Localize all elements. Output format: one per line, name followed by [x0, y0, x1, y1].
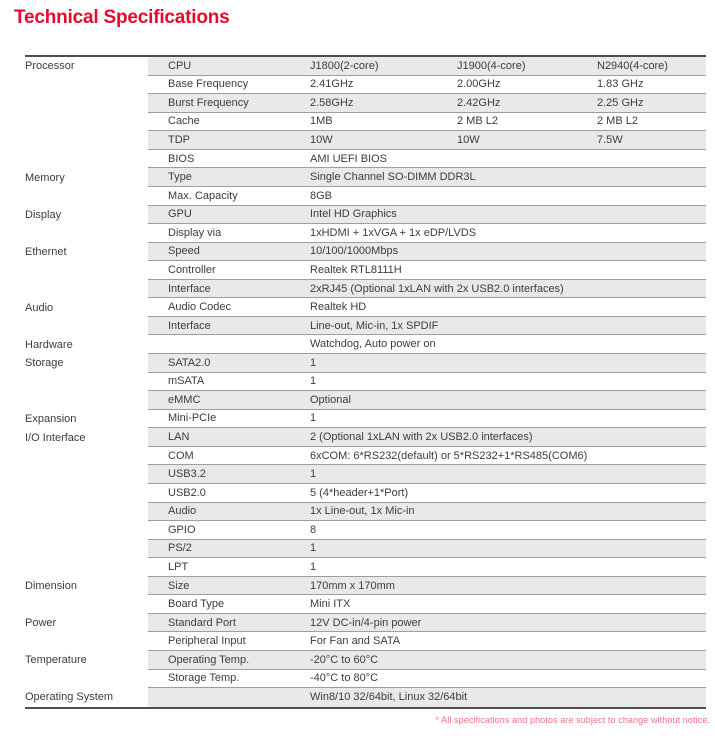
- category-label: [25, 187, 148, 206]
- category-label: [25, 317, 148, 336]
- spec-label: Speed: [148, 243, 310, 262]
- spec-label: Interface: [148, 280, 310, 299]
- spec-value: 8: [310, 521, 706, 540]
- spec-row: [25, 224, 706, 243]
- spec-row: [25, 206, 706, 225]
- category-label: Memory: [25, 168, 148, 187]
- spec-label: PS/2: [148, 540, 310, 559]
- category-label: Expansion: [25, 410, 148, 429]
- category-label: [25, 224, 148, 243]
- category-label: [25, 465, 148, 484]
- spec-value: 2 MB L2: [457, 113, 597, 132]
- spec-row: [25, 187, 706, 206]
- spec-label: TDP: [148, 131, 310, 150]
- spec-row: [25, 373, 706, 392]
- footnote: * All specifications and photos are subject to change without notice.: [435, 714, 710, 725]
- spec-row: [25, 558, 706, 577]
- category-label: [25, 595, 148, 614]
- spec-row: [25, 577, 706, 596]
- spec-label: Burst Frequency: [148, 94, 310, 113]
- spec-row: [25, 317, 706, 336]
- spec-value: 10/100/1000Mbps: [310, 243, 706, 262]
- spec-value: 2.25 GHz: [597, 94, 706, 113]
- spec-row: [25, 503, 706, 522]
- spec-label: USB2.0: [148, 484, 310, 503]
- spec-value: 170mm x 170mm: [310, 577, 706, 596]
- category-label: Ethernet: [25, 243, 148, 262]
- category-label: Hardware: [25, 335, 148, 354]
- spec-value: -40°C to 80°C: [310, 670, 706, 689]
- category-label: [25, 150, 148, 169]
- spec-value: For Fan and SATA: [310, 632, 706, 651]
- spec-label: Type: [148, 168, 310, 187]
- spec-row: [25, 447, 706, 466]
- spec-label: Base Frequency: [148, 76, 310, 95]
- category-label: Power: [25, 614, 148, 633]
- spec-row: [25, 131, 706, 150]
- spec-value: 1xHDMI + 1xVGA + 1x eDP/LVDS: [310, 224, 706, 243]
- spec-label: Storage Temp.: [148, 670, 310, 689]
- category-label: [25, 670, 148, 689]
- spec-value: 1: [310, 540, 706, 559]
- category-label: [25, 521, 148, 540]
- spec-row: [25, 391, 706, 410]
- spec-row: [25, 614, 706, 633]
- category-label: Audio: [25, 298, 148, 317]
- spec-row: [25, 410, 706, 429]
- spec-label: [148, 335, 310, 354]
- spec-label: CPU: [148, 57, 310, 76]
- spec-row: [25, 540, 706, 559]
- spec-row: [25, 670, 706, 689]
- spec-row: [25, 261, 706, 280]
- spec-label: Mini-PCIe: [148, 410, 310, 429]
- spec-row: [25, 651, 706, 670]
- spec-value: 1: [310, 354, 706, 373]
- spec-label: Size: [148, 577, 310, 596]
- category-label: [25, 76, 148, 95]
- spec-table: [25, 55, 706, 709]
- spec-row: [25, 57, 706, 76]
- category-label: [25, 113, 148, 132]
- spec-label: Peripheral Input: [148, 632, 310, 651]
- spec-value: 10W: [457, 131, 597, 150]
- spec-row: [25, 298, 706, 317]
- spec-value: 1: [310, 558, 706, 577]
- spec-value: 2.41GHz: [310, 76, 457, 95]
- spec-value: Watchdog, Auto power on: [310, 335, 706, 354]
- spec-value: 1MB: [310, 113, 457, 132]
- spec-row: [25, 113, 706, 132]
- category-label: I/O Interface: [25, 428, 148, 447]
- category-label: Dimension: [25, 577, 148, 596]
- spec-label: Cache: [148, 113, 310, 132]
- category-label: [25, 503, 148, 522]
- spec-value: J1800(2-core): [310, 57, 457, 76]
- category-label: [25, 373, 148, 392]
- spec-label: BIOS: [148, 150, 310, 169]
- spec-value: 6xCOM: 6*RS232(default) or 5*RS232+1*RS485(COM6): [310, 447, 706, 466]
- category-label: [25, 447, 148, 466]
- spec-value: 7.5W: [597, 131, 706, 150]
- spec-value: 1: [310, 373, 706, 392]
- spec-label: Standard Port: [148, 614, 310, 633]
- spec-row: [25, 521, 706, 540]
- spec-value: N2940(4-core): [597, 57, 706, 76]
- spec-label: SATA2.0: [148, 354, 310, 373]
- spec-value: Single Channel SO-DIMM DDR3L: [310, 168, 706, 187]
- spec-row: [25, 465, 706, 484]
- category-label: [25, 94, 148, 113]
- spec-value: 5 (4*header+1*Port): [310, 484, 706, 503]
- spec-label: Max. Capacity: [148, 187, 310, 206]
- spec-row: [25, 168, 706, 187]
- spec-value: Line-out, Mic-in, 1x SPDIF: [310, 317, 706, 336]
- spec-value: Optional: [310, 391, 706, 410]
- spec-label: LAN: [148, 428, 310, 447]
- category-label: Temperature: [25, 651, 148, 670]
- spec-row: [25, 428, 706, 447]
- spec-label: Board Type: [148, 595, 310, 614]
- spec-value: 2 (Optional 1xLAN with 2x USB2.0 interfaces): [310, 428, 706, 447]
- spec-value: 12V DC-in/4-pin power: [310, 614, 706, 633]
- spec-label: GPIO: [148, 521, 310, 540]
- category-label: [25, 280, 148, 299]
- category-label: [25, 540, 148, 559]
- category-label: [25, 391, 148, 410]
- spec-value: 2.42GHz: [457, 94, 597, 113]
- category-label: Processor: [25, 57, 148, 76]
- spec-label: Audio: [148, 503, 310, 522]
- spec-label: eMMC: [148, 391, 310, 410]
- spec-value: 10W: [310, 131, 457, 150]
- spec-value: Mini ITX: [310, 595, 706, 614]
- spec-value: AMI UEFI BIOS: [310, 150, 706, 169]
- spec-label: LPT: [148, 558, 310, 577]
- spec-row: [25, 335, 706, 354]
- spec-row: [25, 150, 706, 169]
- spec-value: 2 MB L2: [597, 113, 706, 132]
- category-label: [25, 261, 148, 280]
- spec-value: 2xRJ45 (Optional 1xLAN with 2x USB2.0 interfaces): [310, 280, 706, 299]
- spec-label: Interface: [148, 317, 310, 336]
- spec-label: USB3.2: [148, 465, 310, 484]
- category-label: [25, 632, 148, 651]
- spec-label: Operating Temp.: [148, 651, 310, 670]
- category-label: Display: [25, 206, 148, 225]
- spec-label: COM: [148, 447, 310, 466]
- spec-row: [25, 688, 706, 707]
- category-label: [25, 131, 148, 150]
- spec-value: 2.00GHz: [457, 76, 597, 95]
- category-label: [25, 484, 148, 503]
- spec-label: GPU: [148, 206, 310, 225]
- spec-label: Controller: [148, 261, 310, 280]
- page-title: Technical Specifications: [14, 7, 230, 28]
- spec-value: 2.58GHz: [310, 94, 457, 113]
- category-label: [25, 558, 148, 577]
- spec-value: -20°C to 60°C: [310, 651, 706, 670]
- spec-row: [25, 595, 706, 614]
- spec-value: J1900(4-core): [457, 57, 597, 76]
- spec-label: [148, 688, 310, 707]
- category-label: Operating System: [25, 688, 148, 707]
- spec-row: [25, 243, 706, 262]
- spec-label: Audio Codec: [148, 298, 310, 317]
- spec-row: [25, 94, 706, 113]
- spec-row: [25, 354, 706, 373]
- spec-value: 1x Line-out, 1x Mic-in: [310, 503, 706, 522]
- spec-row: [25, 280, 706, 299]
- spec-row: [25, 632, 706, 651]
- spec-label: mSATA: [148, 373, 310, 392]
- spec-value: 1: [310, 465, 706, 484]
- spec-value: Win8/10 32/64bit, Linux 32/64bit: [310, 688, 706, 707]
- spec-value: 1: [310, 410, 706, 429]
- spec-value: Realtek HD: [310, 298, 706, 317]
- spec-label: Display via: [148, 224, 310, 243]
- spec-value: 1.83 GHz: [597, 76, 706, 95]
- spec-row: [25, 484, 706, 503]
- spec-value: Realtek RTL8111H: [310, 261, 706, 280]
- spec-value: Intel HD Graphics: [310, 206, 706, 225]
- spec-row: [25, 76, 706, 95]
- category-label: Storage: [25, 354, 148, 373]
- spec-value: 8GB: [310, 187, 706, 206]
